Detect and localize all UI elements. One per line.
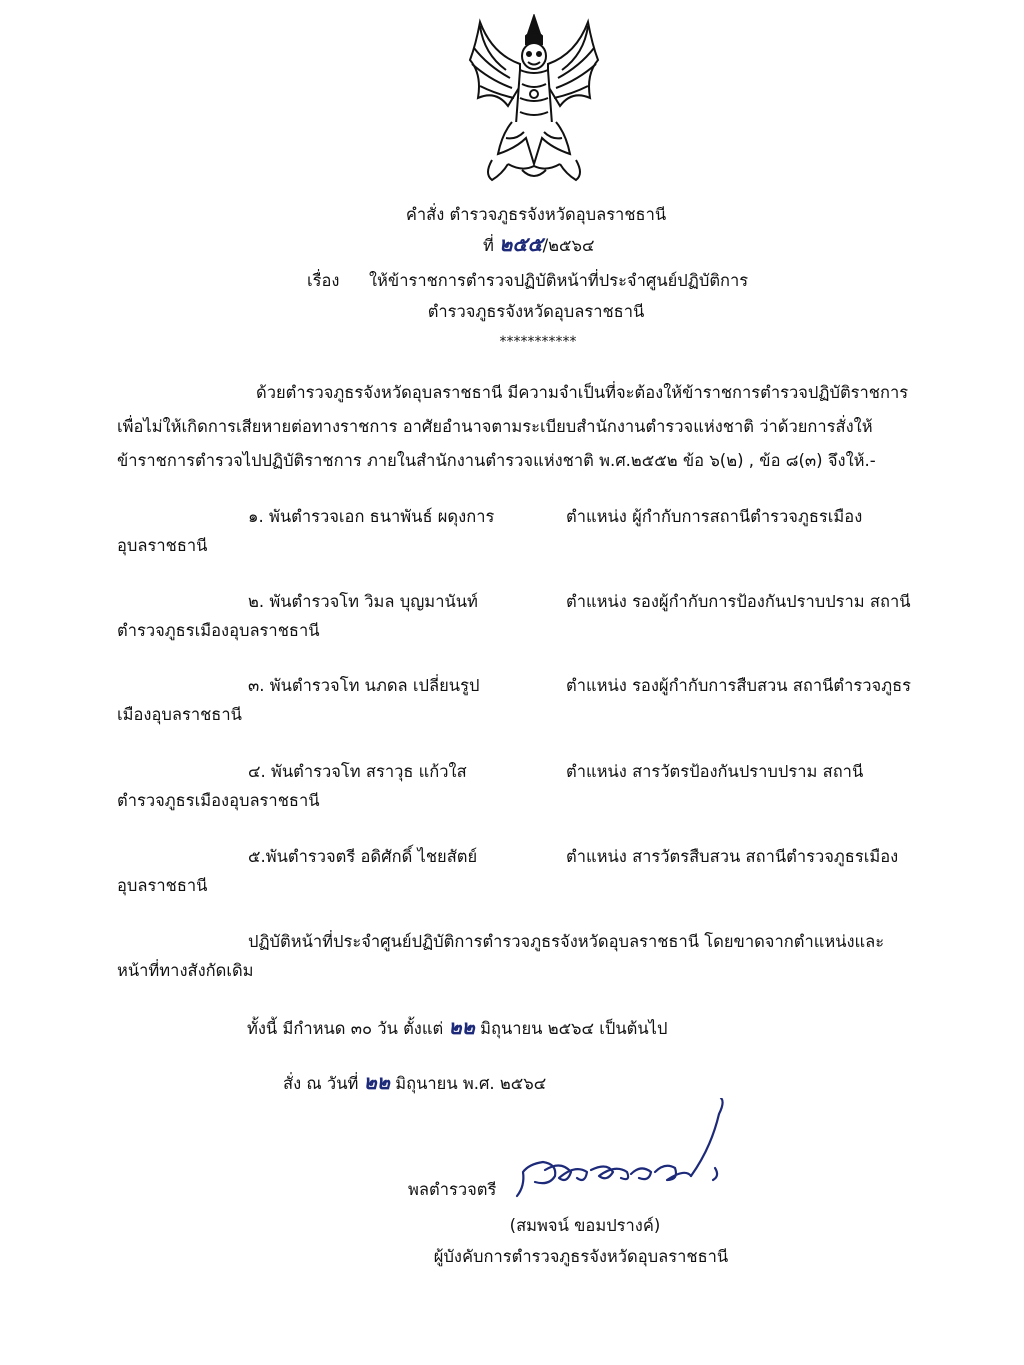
officer-name: ๓. พันตำรวจโท นภดล เปลี่ยนรูป — [248, 676, 480, 695]
order-number — [483, 232, 595, 258]
officer-position: ตำแหน่ง รองผู้กำกับการป้องกันปราบปราม สถานี — [566, 592, 911, 611]
handwritten-signature — [515, 1098, 730, 1200]
signatory-rank: พลตำรวจตรี — [408, 1180, 497, 1199]
officer-name: ๑. พันตำรวจเอก ธนาพันธ์ ผดุงการ — [248, 507, 495, 526]
period-line — [247, 1015, 667, 1041]
period-suffix: มิถุนายน ๒๕๖๔ เป็นต้นไป — [480, 1019, 668, 1038]
header-divider: *********** — [499, 334, 577, 350]
period-prefix: ทั้งนี้ มีกำหนด ๓๐ วัน ตั้งแต่ — [247, 1019, 444, 1038]
officer-position-continued: อุบลราชธานี — [117, 876, 208, 895]
ordered-suffix: มิถุนายน พ.ศ. ๒๕๖๔ — [395, 1074, 547, 1093]
officer-position-continued: ตำรวจภูธรเมืองอุบลราชธานี — [117, 791, 320, 810]
officer-name: ๕.พันตำรวจตรี อดิศักดิ์ ไชยสัตย์ — [248, 847, 478, 866]
ordered-prefix: สั่ง ณ วันที่ — [283, 1074, 359, 1093]
duty-line-2: หน้าที่ทางสังกัดเดิม — [117, 961, 254, 980]
officer-name: ๒. พันตำรวจโท วิมล บุญมานันท์ — [248, 592, 478, 611]
officer-position-continued: เมืองอุบลราชธานี — [117, 705, 242, 724]
ordered-day-handwritten: ๒๒ — [363, 1070, 390, 1094]
officer-name: ๔. พันตำรวจโท สราวุธ แก้วใส — [248, 762, 467, 781]
officer-position-continued: ตำรวจภูธรเมืองอุบลราชธานี — [117, 621, 320, 640]
officer-position: ตำแหน่ง สารวัตรสืบสวน สถานีตำรวจภูธรเมือง — [566, 847, 899, 866]
officer-position: ตำแหน่ง สารวัตรป้องกันปราบปราม สถานี — [566, 762, 864, 781]
ordered-line — [283, 1070, 546, 1096]
order-title: คำสั่ง ตำรวจภูธรจังหวัดอุบลราชธานี — [405, 205, 667, 224]
officer-position: ตำแหน่ง รองผู้กำกับการสืบสวน สถานีตำรวจภูธร — [566, 676, 912, 695]
intro-line-3: ข้าราชการตำรวจไปปฏิบัติราชการ ภายในสำนักงานตำรวจแห่งชาติ พ.ศ.๒๕๕๒ ข้อ ๖(๒) , ข้อ ๘(๓) จึงให้.- — [117, 451, 876, 470]
period-day-handwritten: ๒๒ — [448, 1015, 475, 1039]
order-number-suffix: /๒๕๖๔ — [542, 236, 595, 255]
intro-line-2: เพื่อไม่ให้เกิดการเสียหายต่อทางราชการ อาศัยอำนาจตามระเบียบสำนักงานตำรวจแห่งชาติ ว่าด้วยการสั่งให้ — [117, 417, 873, 436]
duty-line-1: ปฏิบัติหน้าที่ประจำศูนย์ปฏิบัติการตำรวจภูธรจังหวัดอุบลราชธานี โดยขาดจากตำแหน่งและ — [248, 932, 885, 951]
intro-line-1: ด้วยตำรวจภูธรจังหวัดอุบลราชธานี มีความจำเป็นที่จะต้องให้ข้าราชการตำรวจปฏิบัติราชการ — [256, 383, 909, 402]
subject-line-2: ตำรวจภูธรจังหวัดอุบลราชธานี — [427, 302, 645, 321]
subject-line-1: ให้ข้าราชการตำรวจปฏิบัติหน้าที่ประจำศูนย์ปฏิบัติการ — [369, 271, 749, 290]
subject-label: เรื่อง — [307, 271, 340, 290]
signatory-name: (สมพจน์ ขอมปรางค์) — [509, 1216, 661, 1235]
officer-position: ตำแหน่ง ผู้กำกับการสถานีตำรวจภูธรเมือง — [566, 507, 863, 526]
officer-position-continued: อุบลราชธานี — [117, 536, 208, 555]
garuda-emblem-icon — [462, 14, 606, 184]
order-number-handwritten: ๒๕๕ — [499, 232, 543, 256]
signatory-title: ผู้บังคับการตำรวจภูธรจังหวัดอุบลราชธานี — [433, 1247, 729, 1266]
order-number-prefix: ที่ — [483, 236, 494, 255]
